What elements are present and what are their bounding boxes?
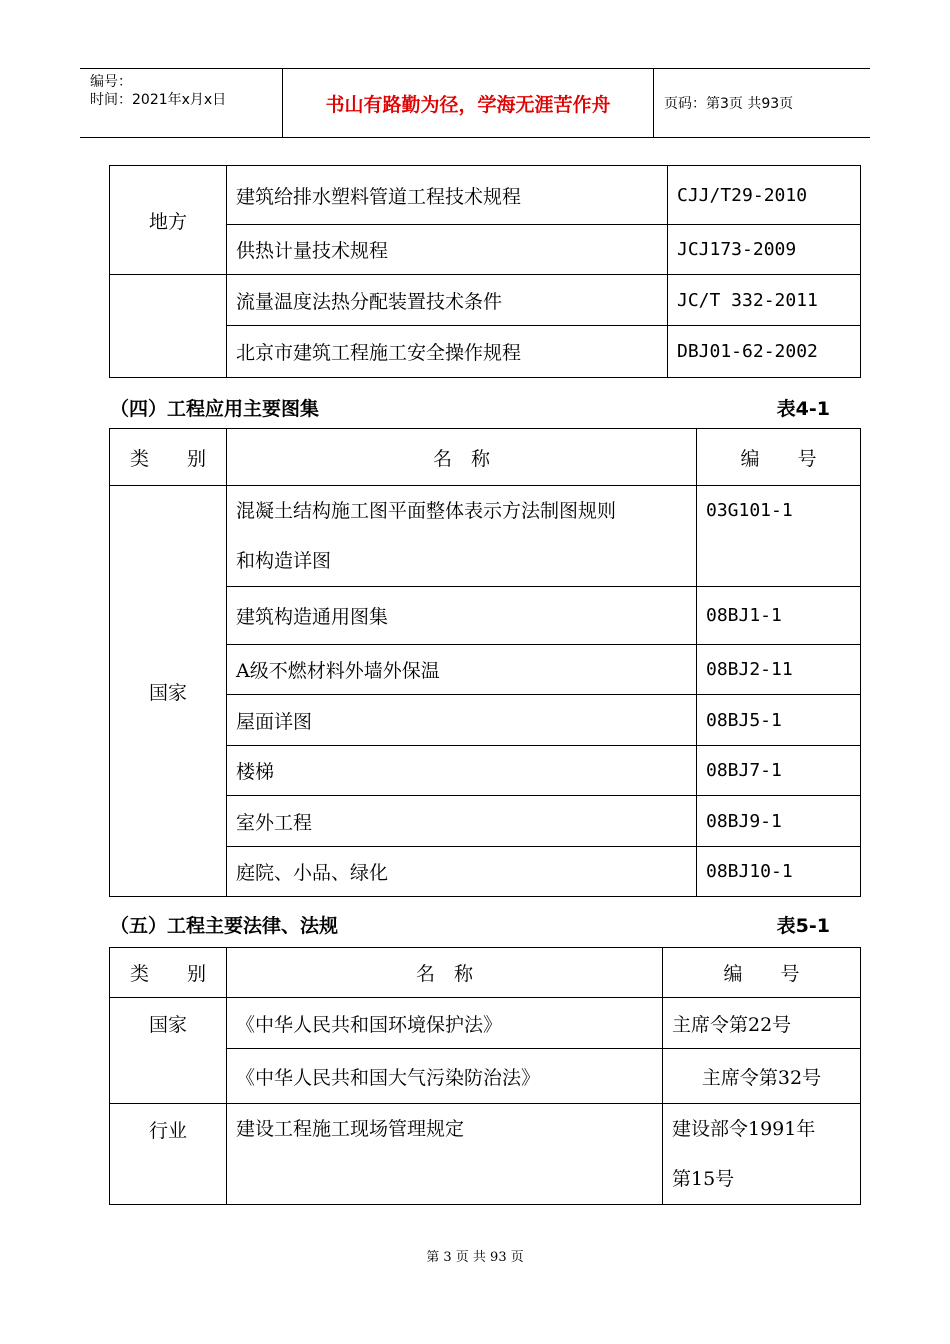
name-cell: 庭院、小品、绿化: [227, 847, 697, 897]
header-code: 编 号: [663, 948, 861, 998]
code-cell: 主席令第32号: [663, 1049, 861, 1104]
header-name: 名 称: [227, 948, 663, 998]
name-cell: 供热计量技术规程: [227, 225, 668, 275]
name-line: 建设工程施工现场管理规定: [236, 1118, 465, 1140]
name-line: 和构造详图: [236, 550, 332, 572]
section-5-heading: [110, 911, 830, 937]
name-cell: [227, 1104, 663, 1205]
category-cell: 行业: [110, 1104, 227, 1205]
code-cell: 08BJ10-1: [697, 847, 861, 897]
table-5-1: [109, 947, 861, 1205]
table-row: [110, 275, 861, 326]
header-category: 类 别: [110, 429, 227, 486]
name-cell: 楼梯: [227, 746, 697, 796]
header-category: 类 别: [110, 948, 227, 998]
code-line: 第15号: [672, 1168, 735, 1190]
code-cell: CJJ/T29-2010: [668, 166, 861, 225]
header-meta: [80, 69, 283, 137]
name-cell: 建筑构造通用图集: [227, 587, 697, 645]
code-cell: JC/T 332-2011: [668, 275, 861, 326]
header-name: 名 称: [227, 429, 697, 486]
code-line: 建设部令1991年: [672, 1118, 816, 1140]
table-number: 表4-1: [776, 398, 830, 420]
table-header-row: [110, 948, 861, 998]
name-cell: 屋面详图: [227, 695, 697, 746]
page-header: [80, 68, 870, 138]
header-page-info: 页码：第3页 共93页: [664, 96, 794, 112]
code-cell: JCJ173-2009: [668, 225, 861, 275]
name-cell: 北京市建筑工程施工安全操作规程: [227, 326, 668, 378]
table-number: 表5-1: [776, 915, 830, 937]
name-cell: 室外工程: [227, 796, 697, 847]
table-header-row: [110, 429, 861, 486]
name-cell: 《中华人民共和国环境保护法》: [227, 998, 663, 1049]
section-title: （五）工程主要法律、法规: [110, 915, 339, 937]
code-cell: 08BJ1-1: [697, 587, 861, 645]
name-cell: 流量温度法热分配装置技术条件: [227, 275, 668, 326]
code-line: 03G101-1: [706, 500, 793, 521]
serial-label: 编号：: [90, 74, 132, 90]
section-title: （四）工程应用主要图集: [110, 398, 320, 420]
table-4-1: [109, 428, 861, 897]
code-cell: 08BJ2-11: [697, 645, 861, 695]
table-row: [110, 1104, 861, 1205]
code-cell: 08BJ9-1: [697, 796, 861, 847]
name-cell: A级不燃材料外墙外保温: [227, 645, 697, 695]
name-cell: 建筑给排水塑料管道工程技术规程: [227, 166, 668, 225]
category-cell: 地方: [110, 166, 227, 275]
table-row: [110, 486, 861, 587]
code-cell: 主席令第22号: [663, 998, 861, 1049]
empty-cell: [110, 275, 227, 326]
header-motto: 书山有路勤为径，学海无涯苦作舟: [283, 69, 654, 137]
code-cell: 08BJ7-1: [697, 746, 861, 796]
table-3-continued: [109, 165, 861, 378]
table-row: [110, 166, 861, 225]
name-cell: 《中华人民共和国大气污染防治法》: [227, 1049, 663, 1104]
table-row: [110, 998, 861, 1049]
code-cell: 08BJ5-1: [697, 695, 861, 746]
header-code: 编 号: [697, 429, 861, 486]
time-label: 时间：2021年x月x日: [90, 92, 227, 108]
category-cell: 国家: [110, 486, 227, 897]
name-cell: [227, 486, 697, 587]
page-footer: 第 3 页 共 93 页: [426, 1250, 524, 1265]
category-cell: 国家: [110, 998, 227, 1104]
code-cell: [697, 486, 861, 587]
code-cell: [663, 1104, 861, 1205]
code-cell: DBJ01-62-2002: [668, 326, 861, 378]
section-4-heading: [110, 394, 830, 420]
table-row: [110, 326, 861, 378]
name-line: 混凝土结构施工图平面整体表示方法制图规则: [236, 500, 617, 522]
empty-cell: [110, 326, 227, 378]
